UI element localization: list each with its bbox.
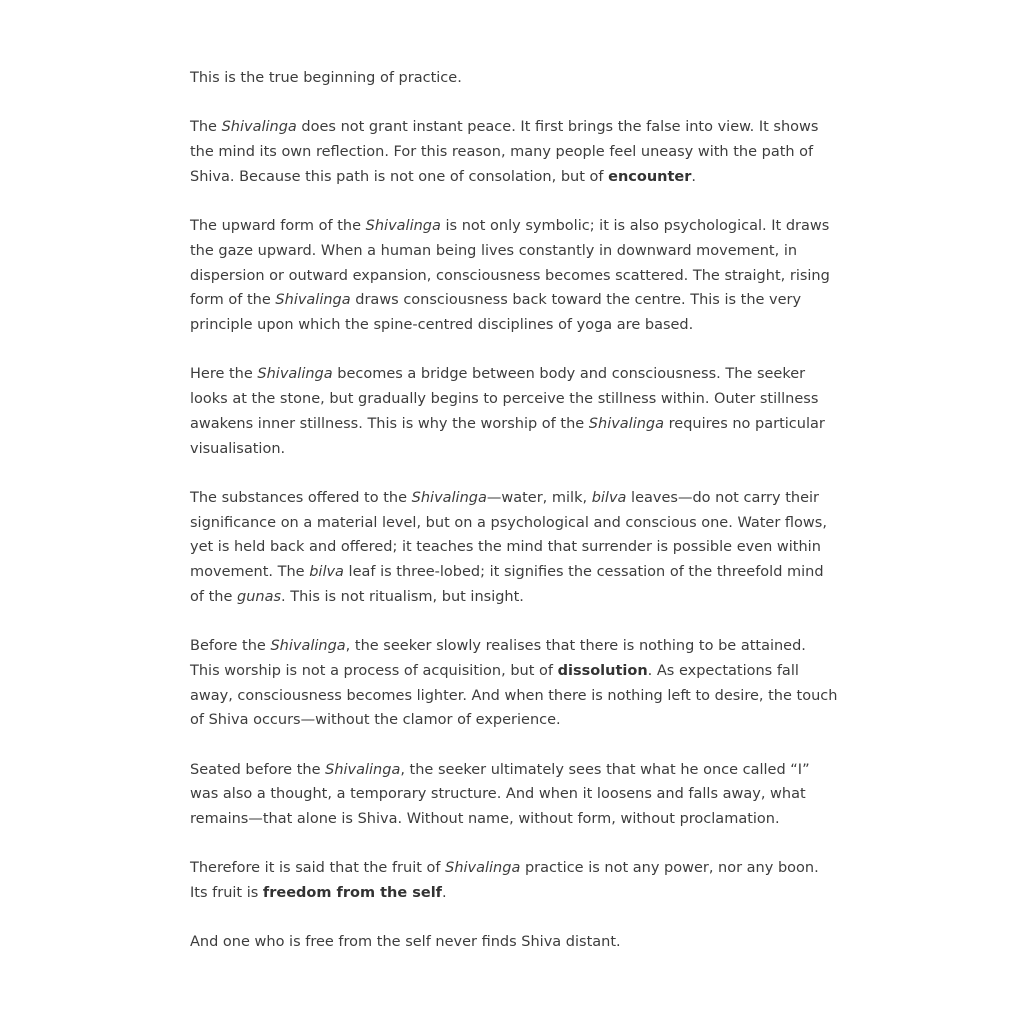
- text-run: is not only symbolic; it is also psychological. It draws the gaze upward. When a human being lives constantly in downward movement, in dispersion or outward expansion, consciousness becomes scattered. The straight, rising form of the: [190, 218, 830, 309]
- text-run: leaves—do not carry their significance on a material level, but on a psychological and conscious one. Water flows, yet is held back and offered; it teaches the mind that surrender is possible even within movement. The: [190, 489, 827, 580]
- text-run: Therefore it is said that the fruit of: [190, 860, 446, 877]
- italic-term: Shivalinga: [325, 761, 401, 778]
- italic-term: bilva: [591, 489, 627, 506]
- italic-term: Shivalinga: [257, 366, 333, 383]
- text-run: .: [442, 885, 447, 902]
- text-run: practice is not any power, nor any boon. Its fruit is: [190, 860, 819, 902]
- bold-term: encounter: [608, 168, 692, 185]
- paragraph-text: And one who is free from the self never finds Shiva distant.: [190, 934, 621, 951]
- italic-term: bilva: [309, 564, 344, 580]
- bold-term: freedom from the self: [262, 885, 442, 902]
- bold-term: dissolution: [557, 662, 648, 679]
- italic-term: Shivalinga: [445, 860, 521, 877]
- italic-term: Shivalinga: [221, 119, 297, 136]
- paragraph-1: [190, 66, 840, 91]
- text-run: becomes a bridge between body and consciousness. The seeker looks at the stone, but gradually begins to perceive the stillness within. Outer stillness awakens inner stillness. This is why the worship of the: [190, 366, 819, 432]
- text-run: The: [190, 119, 222, 136]
- text-run: Here the: [190, 366, 258, 383]
- italic-term: Shivalinga: [275, 292, 351, 309]
- text-run: The upward form of the: [190, 218, 366, 235]
- paragraph-9: [190, 930, 840, 955]
- article-body: [190, 66, 840, 980]
- text-run: requires no particular visualisation.: [190, 415, 825, 457]
- paragraph-2: [190, 115, 840, 189]
- paragraph-7: [190, 758, 840, 832]
- text-run: Before the: [190, 638, 271, 655]
- paragraph-4: [190, 362, 840, 461]
- text-run: draws consciousness back toward the centre. This is the very principle upon which the spine-centred disciplines of yoga are based.: [190, 292, 802, 333]
- paragraph-text: This is the true beginning of practice.: [190, 70, 462, 86]
- paragraph-3: [190, 214, 840, 338]
- text-run: . This is not ritualism, but insight.: [281, 588, 524, 605]
- text-run: , the seeker ultimately sees that what he once called “I” was also a thought, a temporary structure. And when it loosens and falls away, what remains—that alone is Shiva. Without name, without form, without proclamation.: [190, 761, 810, 827]
- paragraph-6: [190, 634, 840, 733]
- text-run: Seated before the: [190, 761, 326, 778]
- text-run: leaf is three-lobed; it signifies the cessation of the threefold mind of the: [190, 564, 824, 605]
- text-run: , the seeker slowly realises that there is nothing to be attained. This worship is not a process of acquisition, but of: [190, 638, 806, 679]
- italic-term: gunas: [237, 588, 282, 605]
- text-run: .: [691, 168, 697, 185]
- italic-term: Shivalinga: [365, 218, 441, 235]
- text-run: The substances offered to the: [190, 489, 412, 506]
- text-run: does not grant instant peace. It first brings the false into view. It shows the mind its own reflection. For this reason, many people feel uneasy with the path of Shiva. Because this path is not one of consolation, but of: [190, 119, 819, 185]
- italic-term: Shivalinga: [270, 638, 346, 655]
- paragraph-8: [190, 856, 840, 905]
- paragraph-5: [190, 486, 840, 610]
- italic-term: Shivalinga: [588, 415, 665, 432]
- text-run: —water, milk,: [486, 489, 592, 506]
- text-run: . As expectations fall away, consciousness becomes lighter. And when there is nothing left to desire, the touch of Shiva occurs—without the clamor of experience.: [190, 662, 838, 729]
- italic-term: Shivalinga: [411, 489, 487, 506]
